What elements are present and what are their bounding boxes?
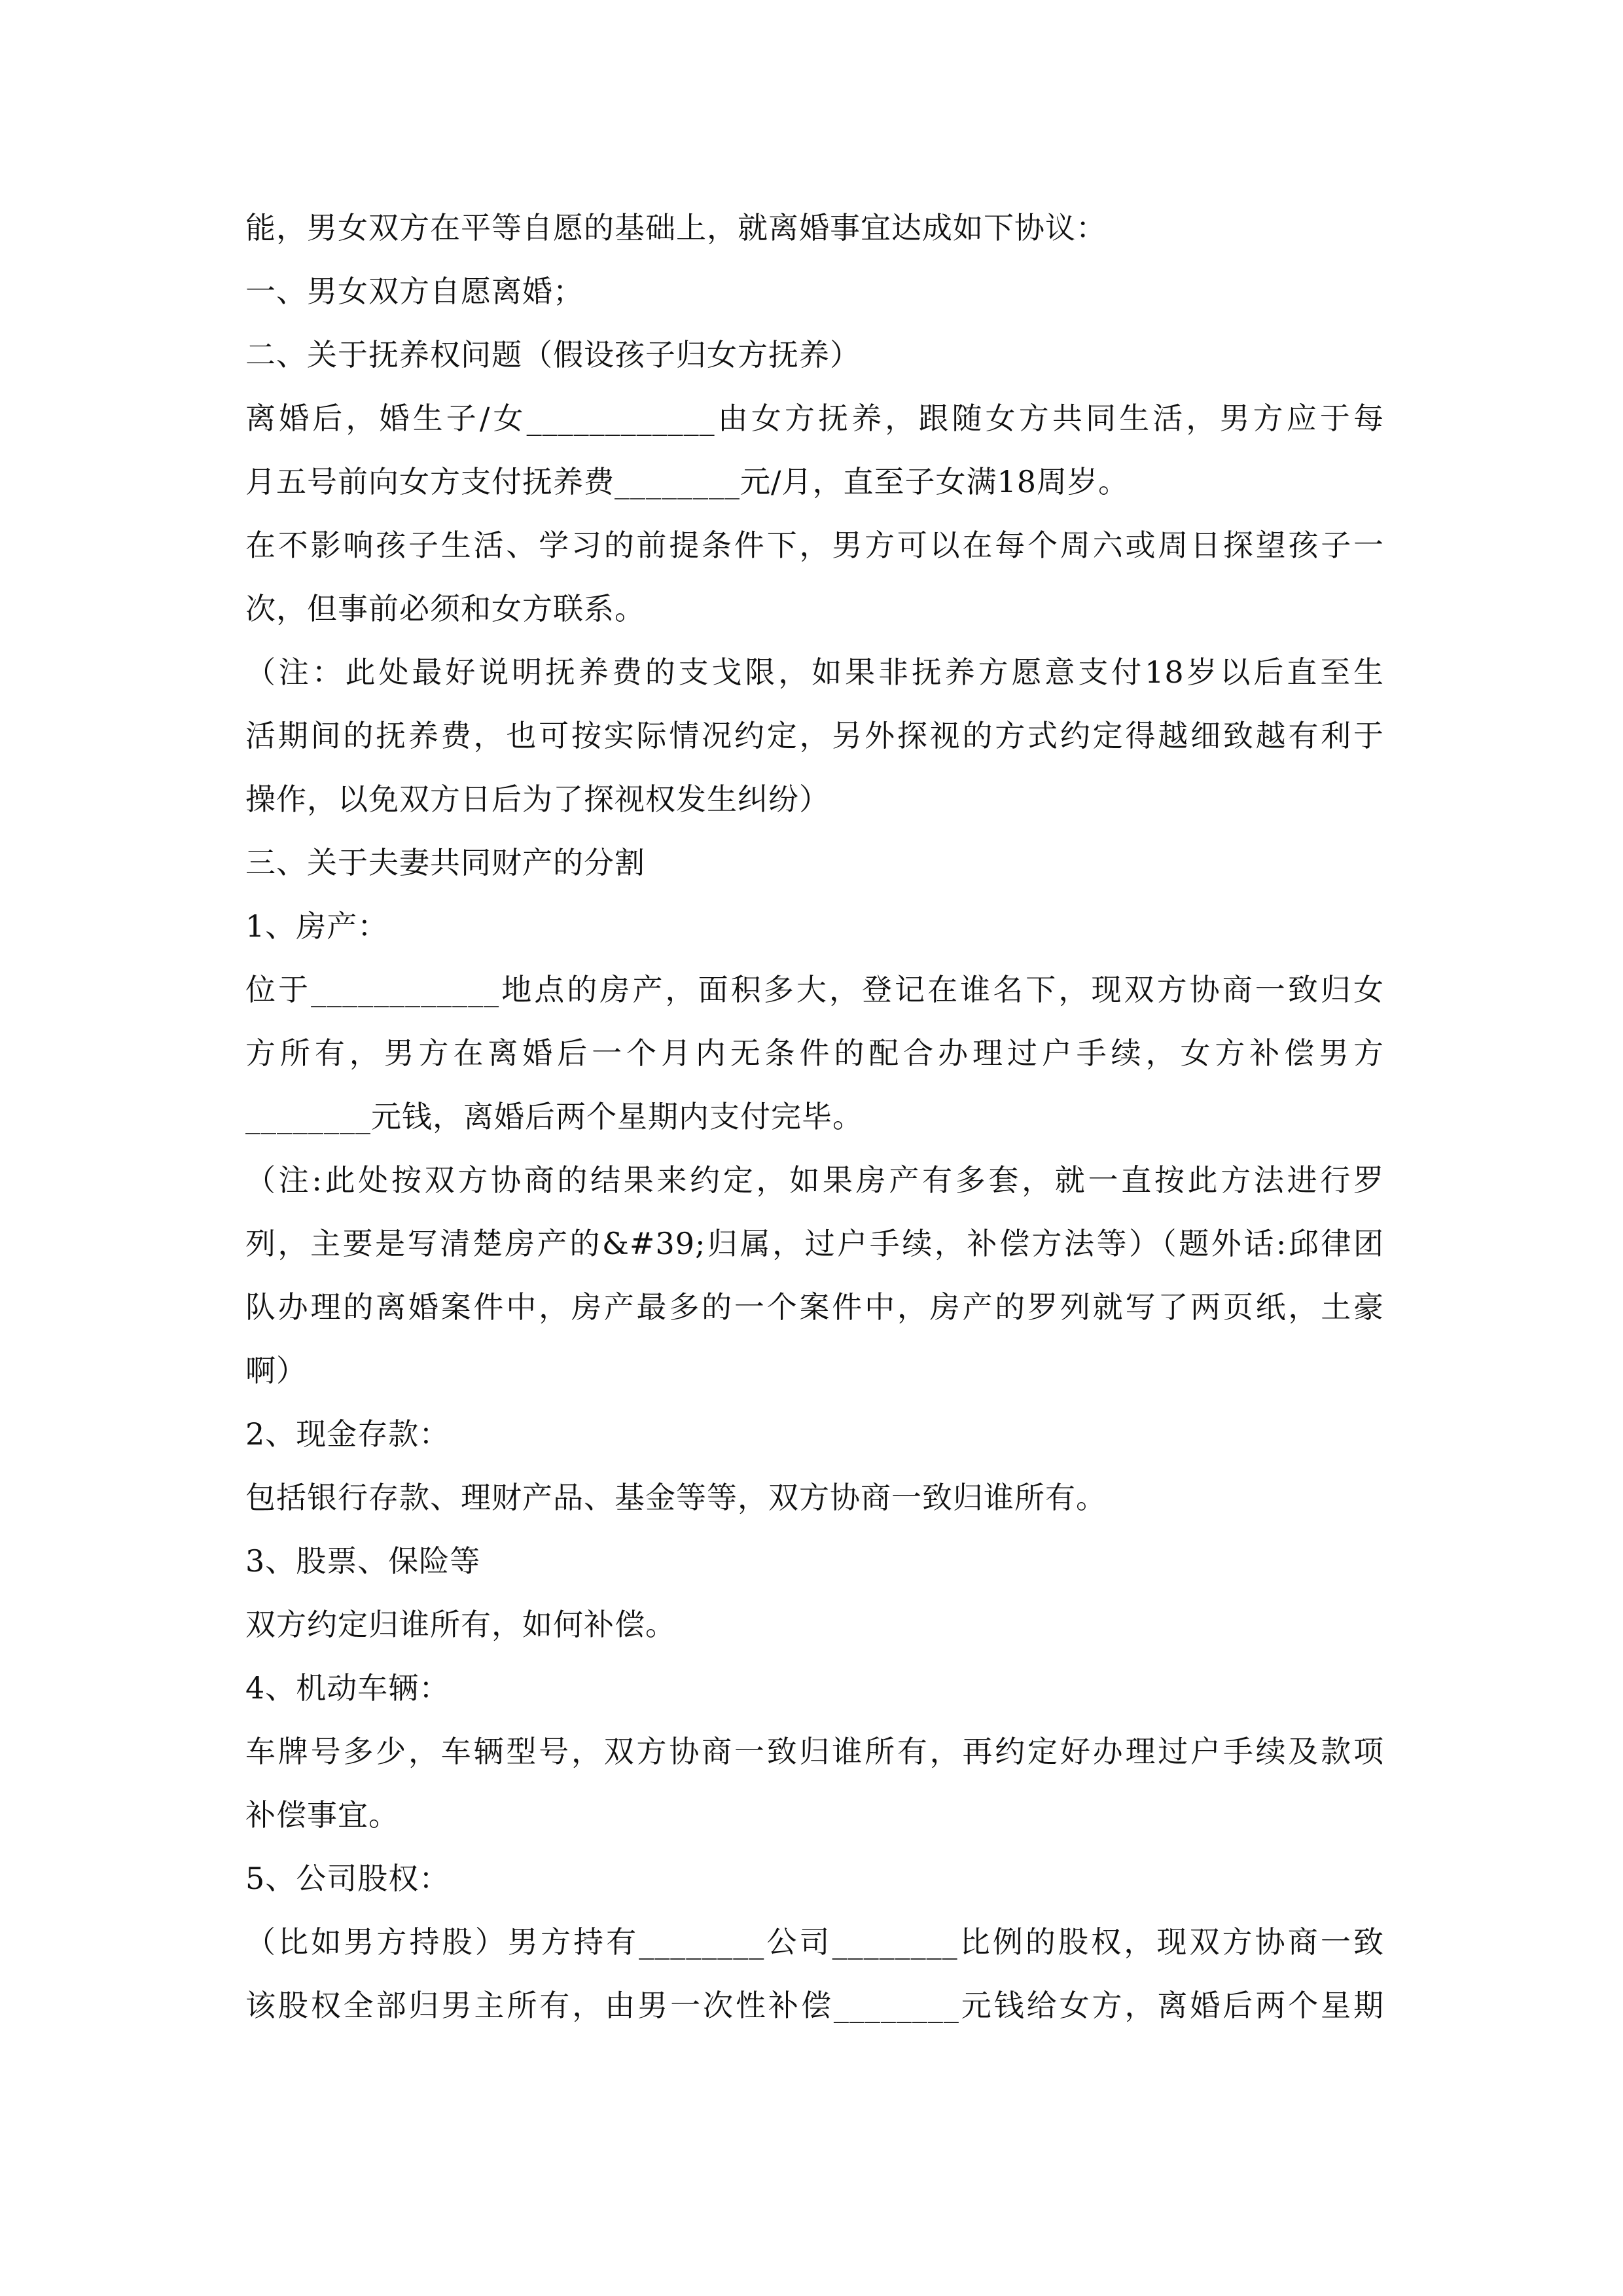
subheading-vehicles: 4、机动车辆： [245, 1670, 450, 1706]
text-line-14: 方所有，男方在离婚后一个月内无条件的配合办理过户手续，女方补偿男方 [245, 1035, 1384, 1071]
subheading-stocks-insurance: 3、股票、保险等 [245, 1543, 481, 1579]
text-line-1: 能，男女双方在平等自愿的基础上，就离婚事宜达成如下协议： [245, 210, 1107, 245]
text-line-6: 在不影响孩子生活、学习的前提条件下，男方可以在每个周六或周日探望孩子一 [245, 528, 1384, 563]
note-line-3: 操作，以免双方日后为了探视权发生纠纷） [245, 781, 830, 817]
note-line-5: 列，主要是写清楚房产的&#39;归属，过户手续，补偿方法等）（题外话:邱律团 [245, 1226, 1384, 1261]
subheading-real-estate: 1、房产： [245, 908, 389, 944]
text-line-29: 该股权全部归男主所有，由男一次性补偿________元钱给女方，离婚后两个星期 [245, 1988, 1384, 2023]
text-line-25: 车牌号多少，车辆型号，双方协商一致归谁所有，再约定好办理过户手续及款项 [245, 1734, 1384, 1769]
text-line-28: （比如男方持股）男方持有________公司________比例的股权，现双方协商一致 [245, 1924, 1384, 1960]
text-line-5: 月五号前向女方支付抚养费________元/月，直至子女满18周岁。 [245, 464, 1130, 499]
note-line-1: （注：此处最好说明抚养费的支戈限，如果非抚养方愿意支付18岁以后直至生 [245, 655, 1384, 690]
text-line-4: 离婚后，婚生子/女____________由女方抚养，跟随女方共同生活，男方应于每 [245, 401, 1384, 436]
section-heading-property: 三、关于夫妻共同财产的分割 [245, 845, 645, 880]
document-body [245, 196, 1384, 2037]
text-line-26: 补偿事宜。 [245, 1797, 399, 1833]
note-line-2: 活期间的抚养费，也可按实际情况约定，另外探视的方式约定得越细致越有利于 [245, 718, 1384, 753]
subheading-cash-deposits: 2、现金存款： [245, 1416, 450, 1452]
text-line-21: 包括银行存款、理财产品、基金等等，双方协商一致归谁所有。 [245, 1480, 1107, 1515]
text-line-7: 次，但事前必须和女方联系。 [245, 591, 645, 626]
subheading-company-equity: 5、公司股权： [245, 1861, 450, 1896]
note-line-7: 啊） [245, 1353, 307, 1388]
text-line-13: 位于____________地点的房产，面积多大，登记在谁名下，现双方协商一致归女 [245, 972, 1384, 1007]
text-line-2: 一、男女双方自愿离婚； [245, 274, 584, 309]
note-line-6: 队办理的离婚案件中，房产最多的一个案件中，房产的罗列就写了两页纸，土豪 [245, 1289, 1384, 1325]
text-line-15: ________元钱，离婚后两个星期内支付完毕。 [245, 1099, 863, 1134]
note-line-4: （注:此处按双方协商的结果来约定，如果房产有多套，就一直按此方法进行罗 [245, 1162, 1384, 1198]
text-line-23: 双方约定归谁所有，如何补偿。 [245, 1607, 676, 1642]
section-heading-custody: 二、关于抚养权问题（假设孩子归女方抚养） [245, 337, 861, 372]
